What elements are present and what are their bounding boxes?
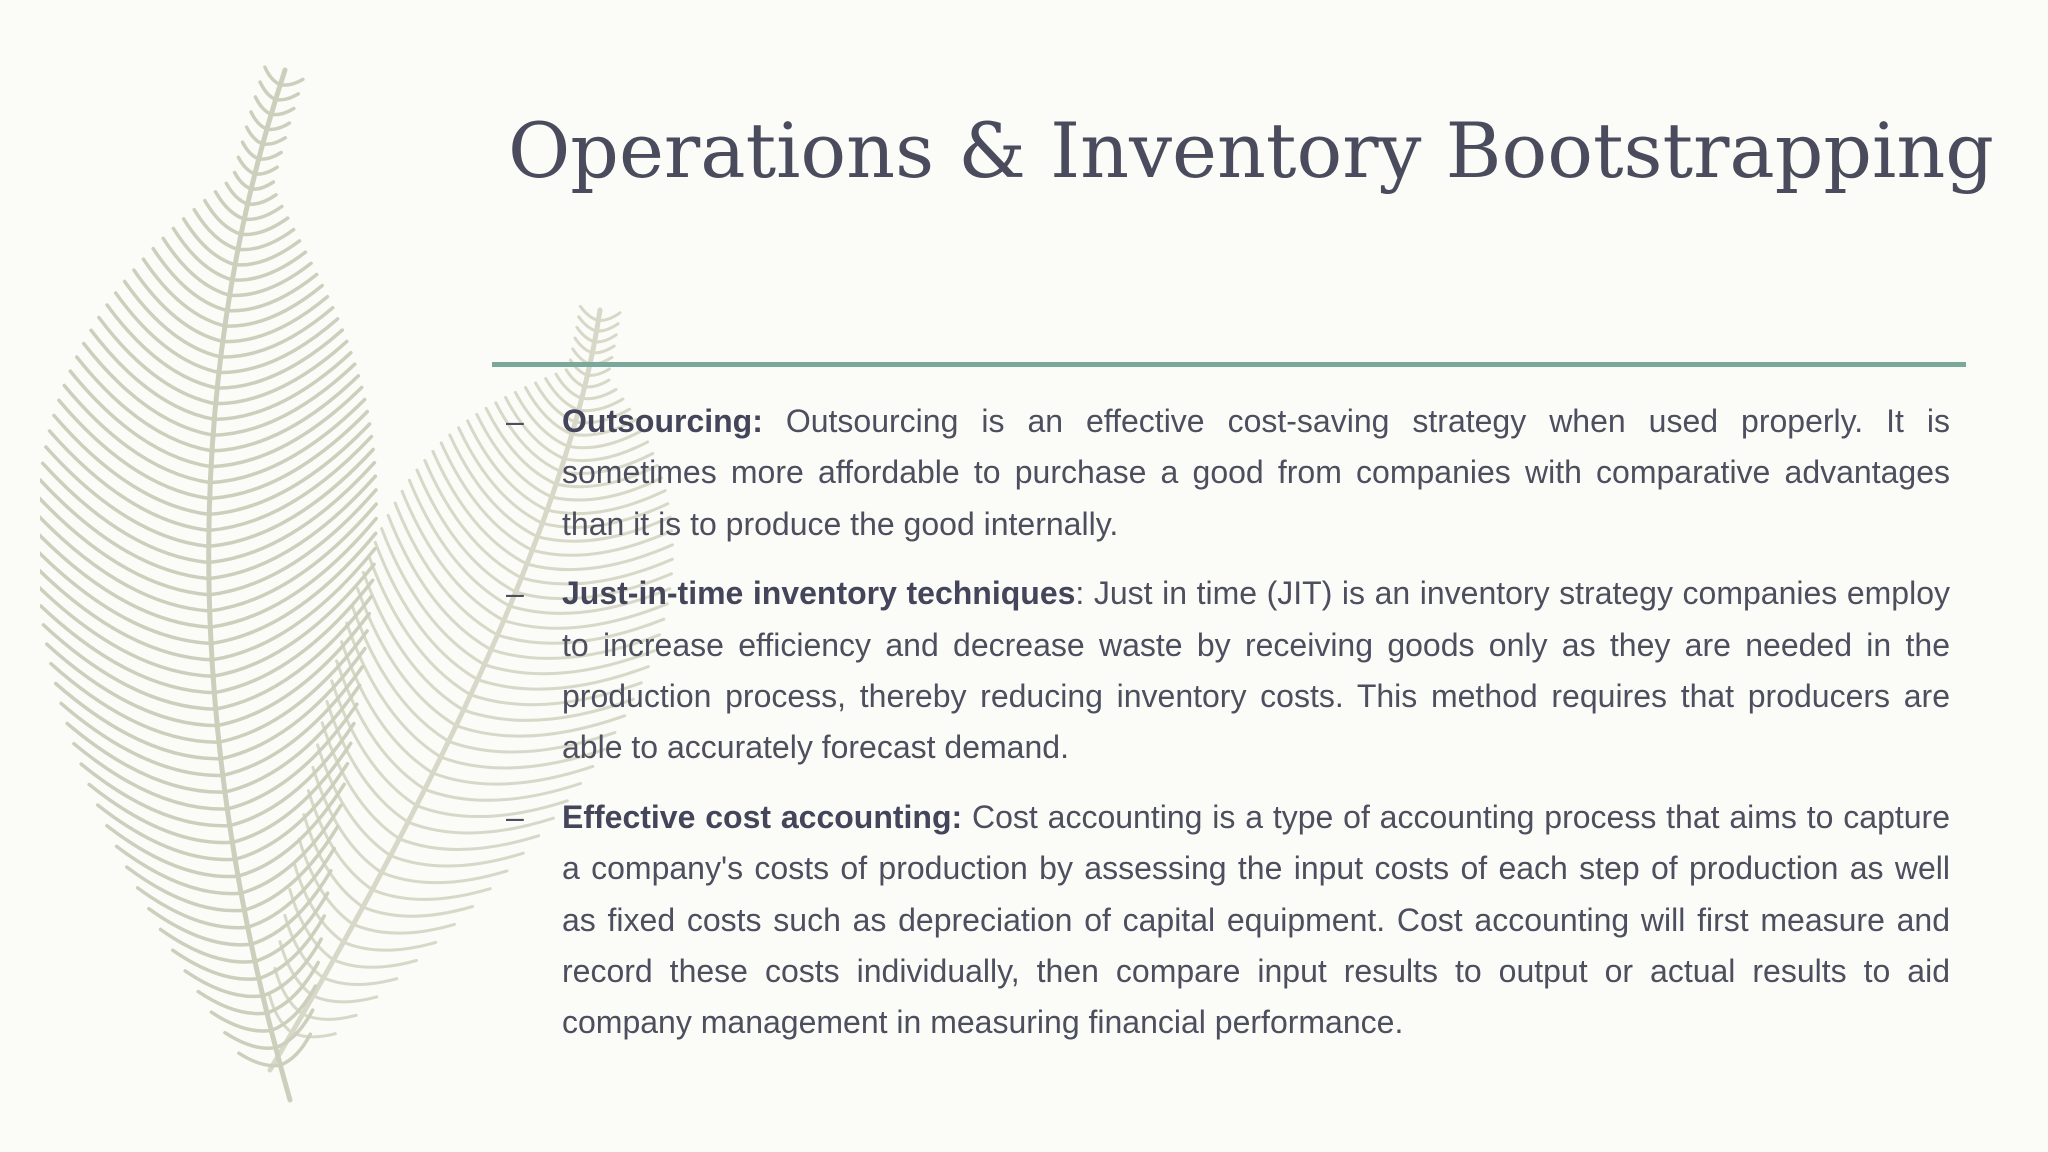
bullet-item-outsourcing xyxy=(506,396,1950,550)
bullet-text: Cost accounting is a type of accounting process that aims to capture a company's costs of production by assessing the input costs of each step of production as well as fixed costs such as depreciation of capital equipment. Cost accounting will first measure and record these costs individually, then compare input results to output or actual results to aid company management in measuring financial performance. xyxy=(562,798,1951,1041)
bullet-term: Just-in-time inventory techniques xyxy=(562,575,1076,612)
bullet-text: Outsourcing is an effective cost-saving strategy when used properly. It is sometimes more affordable to purchase a good from companies with comparative advantages than it is to produce the good internally. xyxy=(562,403,1950,542)
bullet-marker: – xyxy=(506,798,524,835)
bullet-term: Effective cost accounting: xyxy=(562,798,963,835)
title-divider xyxy=(492,362,1966,367)
bullet-marker: – xyxy=(506,575,524,612)
bullet-list xyxy=(506,396,1950,1067)
bullet-marker: – xyxy=(506,403,524,439)
bullet-term: Outsourcing: xyxy=(562,403,763,439)
bullet-item-cost-accounting xyxy=(506,792,1950,1049)
bullet-item-just-in-time xyxy=(506,568,1950,774)
slide-title: Operations & Inventory Bootstrapping xyxy=(508,106,1994,195)
bullet-text: : Just in time (JIT) is an inventory strategy companies employ to increase efficiency and decrease waste by receiving goods only as they are needed in the production process, thereby reducing inventory costs. This method requires that producers are able to accurately forecast demand. xyxy=(562,575,1951,766)
